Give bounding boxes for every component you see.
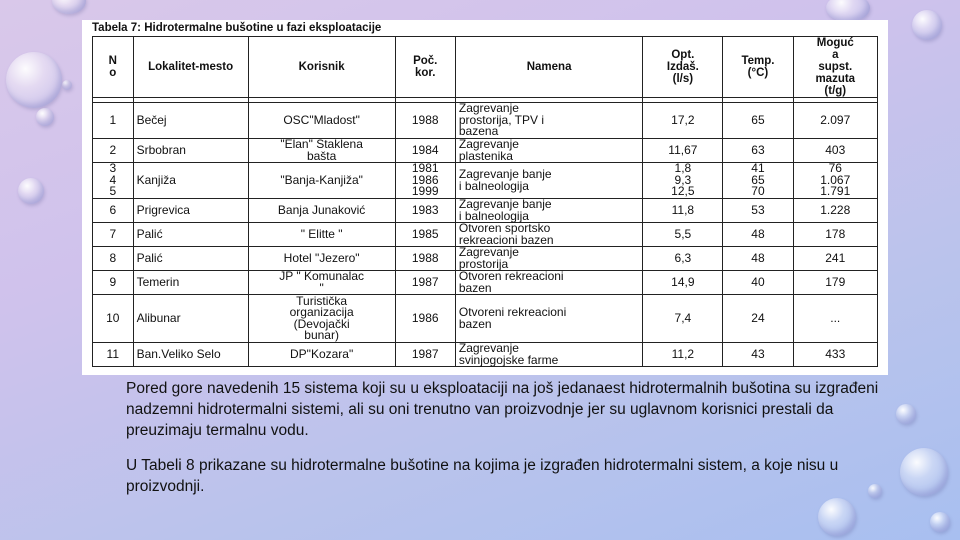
cell-korisnik: "Elan" Staklena bašta	[248, 139, 395, 163]
cell-korisnik: " Elitte "	[248, 223, 395, 247]
cell-poc-kor: 1988	[395, 103, 455, 139]
table-row	[93, 163, 878, 199]
cell-no: 11	[93, 343, 134, 367]
water-drop-decoration	[930, 512, 950, 532]
cell-korisnik: JP " Komunalac "	[248, 271, 395, 295]
cell-no: 8	[93, 247, 134, 271]
wells-table	[92, 36, 878, 367]
header-no: N o	[93, 37, 134, 98]
cell-opt-izdas: 1,8 9,3 12,5	[643, 163, 723, 199]
water-drop-decoration	[896, 404, 916, 424]
cell-temp: 40	[723, 271, 793, 295]
cell-poc-kor: 1986	[395, 295, 455, 343]
header-korisnik: Korisnik	[248, 37, 395, 98]
cell-moguc: 241	[793, 247, 877, 271]
header-namena: Namena	[455, 37, 642, 98]
table-row	[93, 343, 878, 367]
cell-temp: 41 65 70	[723, 163, 793, 199]
cell-no: 10	[93, 295, 134, 343]
cell-poc-kor: 1981 1986 1999	[395, 163, 455, 199]
cell-opt-izdas: 11,8	[643, 199, 723, 223]
table-image-panel	[82, 20, 888, 375]
table-row	[93, 295, 878, 343]
header-moguc: Moguć a supst. mazuta (t/g)	[793, 37, 877, 98]
cell-opt-izdas: 11,2	[643, 343, 723, 367]
cell-no: 3 4 5	[93, 163, 134, 199]
cell-korisnik: Hotel "Jezero"	[248, 247, 395, 271]
cell-korisnik: Turistička organizacija (Devojački bunar)	[248, 295, 395, 343]
cell-namena: Zagrevanje plastenika	[455, 139, 642, 163]
table-row	[93, 199, 878, 223]
cell-korisnik: "Banja-Kanjiža"	[248, 163, 395, 199]
cell-no: 6	[93, 199, 134, 223]
water-drop-decoration	[912, 10, 942, 40]
table-row	[93, 247, 878, 271]
cell-lokalitet: Ban.Veliko Selo	[133, 343, 248, 367]
cell-poc-kor: 1983	[395, 199, 455, 223]
header-opt-izdas: Opt. Izdaš. (l/s)	[643, 37, 723, 98]
cell-lokalitet: Alibunar	[133, 295, 248, 343]
cell-no: 9	[93, 271, 134, 295]
cell-poc-kor: 1987	[395, 271, 455, 295]
header-poc-kor: Poč. kor.	[395, 37, 455, 98]
cell-korisnik: Banja Junaković	[248, 199, 395, 223]
cell-temp: 43	[723, 343, 793, 367]
cell-namena: Zagrevanje svinjogojske farme	[455, 343, 642, 367]
cell-opt-izdas: 6,3	[643, 247, 723, 271]
cell-namena: Zagrevanje prostorija, TPV i bazena	[455, 103, 642, 139]
paragraph-2: U Tabeli 8 prikazane su hidrotermalne bušotine na kojima je izgrađen hidrotermalni sistem, a koje nisu u proizvodnji.	[126, 457, 839, 495]
cell-moguc: 178	[793, 223, 877, 247]
header-temp: Temp. (°C)	[723, 37, 793, 98]
header-lokalitet: Lokalitet-mesto	[133, 37, 248, 98]
cell-opt-izdas: 7,4	[643, 295, 723, 343]
cell-korisnik: DP"Kozara"	[248, 343, 395, 367]
water-drop-decoration	[826, 0, 870, 22]
cell-moguc: 403	[793, 139, 877, 163]
cell-poc-kor: 1984	[395, 139, 455, 163]
cell-temp: 65	[723, 103, 793, 139]
water-drop-decoration	[52, 0, 86, 14]
cell-lokalitet: Bečej	[133, 103, 248, 139]
table-row	[93, 139, 878, 163]
cell-moguc: ...	[793, 295, 877, 343]
cell-no: 7	[93, 223, 134, 247]
water-drop-decoration	[900, 448, 948, 496]
cell-lokalitet: Temerin	[133, 271, 248, 295]
cell-no: 2	[93, 139, 134, 163]
cell-moguc: 433	[793, 343, 877, 367]
cell-lokalitet: Prigrevica	[133, 199, 248, 223]
water-drop-decoration	[6, 52, 62, 108]
cell-poc-kor: 1987	[395, 343, 455, 367]
cell-korisnik: OSC"Mladost"	[248, 103, 395, 139]
cell-lokalitet: Kanjiža	[133, 163, 248, 199]
cell-opt-izdas: 14,9	[643, 271, 723, 295]
cell-opt-izdas: 17,2	[643, 103, 723, 139]
body-text	[126, 378, 886, 511]
table-caption: Tabela 7: Hidrotermalne bušotine u fazi eksploatacije	[92, 22, 382, 34]
table-row	[93, 103, 878, 139]
cell-temp: 24	[723, 295, 793, 343]
cell-no: 1	[93, 103, 134, 139]
cell-moguc: 76 1.067 1.791	[793, 163, 877, 199]
cell-namena: Zagrevanje prostorija	[455, 247, 642, 271]
water-drop-decoration	[18, 178, 44, 204]
cell-namena: Otvoren sportsko rekreacioni bazen	[455, 223, 642, 247]
cell-poc-kor: 1988	[395, 247, 455, 271]
table-row	[93, 271, 878, 295]
cell-poc-kor: 1985	[395, 223, 455, 247]
paragraph-1: Pored gore navedenih 15 sistema koji su u eksploataciji na još jedanaest hidrotermalnih bušotina su izgrađeni nadzemni hidrotermalni sistemi, ali su oni trenutno van proizvodnje jer su uglavnom korisnici prestali da preuzimaju termalnu vodu.	[126, 380, 879, 439]
cell-opt-izdas: 11,67	[643, 139, 723, 163]
cell-lokalitet: Palić	[133, 223, 248, 247]
cell-temp: 63	[723, 139, 793, 163]
cell-temp: 48	[723, 223, 793, 247]
cell-namena: Otvoreni rekreacioni bazen	[455, 295, 642, 343]
cell-temp: 48	[723, 247, 793, 271]
cell-namena: Otvoren rekreacioni bazen	[455, 271, 642, 295]
cell-moguc: 2.097	[793, 103, 877, 139]
table-header-row	[93, 37, 878, 98]
cell-opt-izdas: 5,5	[643, 223, 723, 247]
table-row	[93, 223, 878, 247]
cell-namena: Zagrevanje banje i balneologija	[455, 199, 642, 223]
cell-lokalitet: Srbobran	[133, 139, 248, 163]
cell-lokalitet: Palić	[133, 247, 248, 271]
cell-namena: Zagrevanje banje i balneologija	[455, 163, 642, 199]
cell-moguc: 179	[793, 271, 877, 295]
water-drop-decoration	[62, 80, 72, 90]
cell-moguc: 1.228	[793, 199, 877, 223]
cell-temp: 53	[723, 199, 793, 223]
water-drop-decoration	[36, 108, 54, 126]
